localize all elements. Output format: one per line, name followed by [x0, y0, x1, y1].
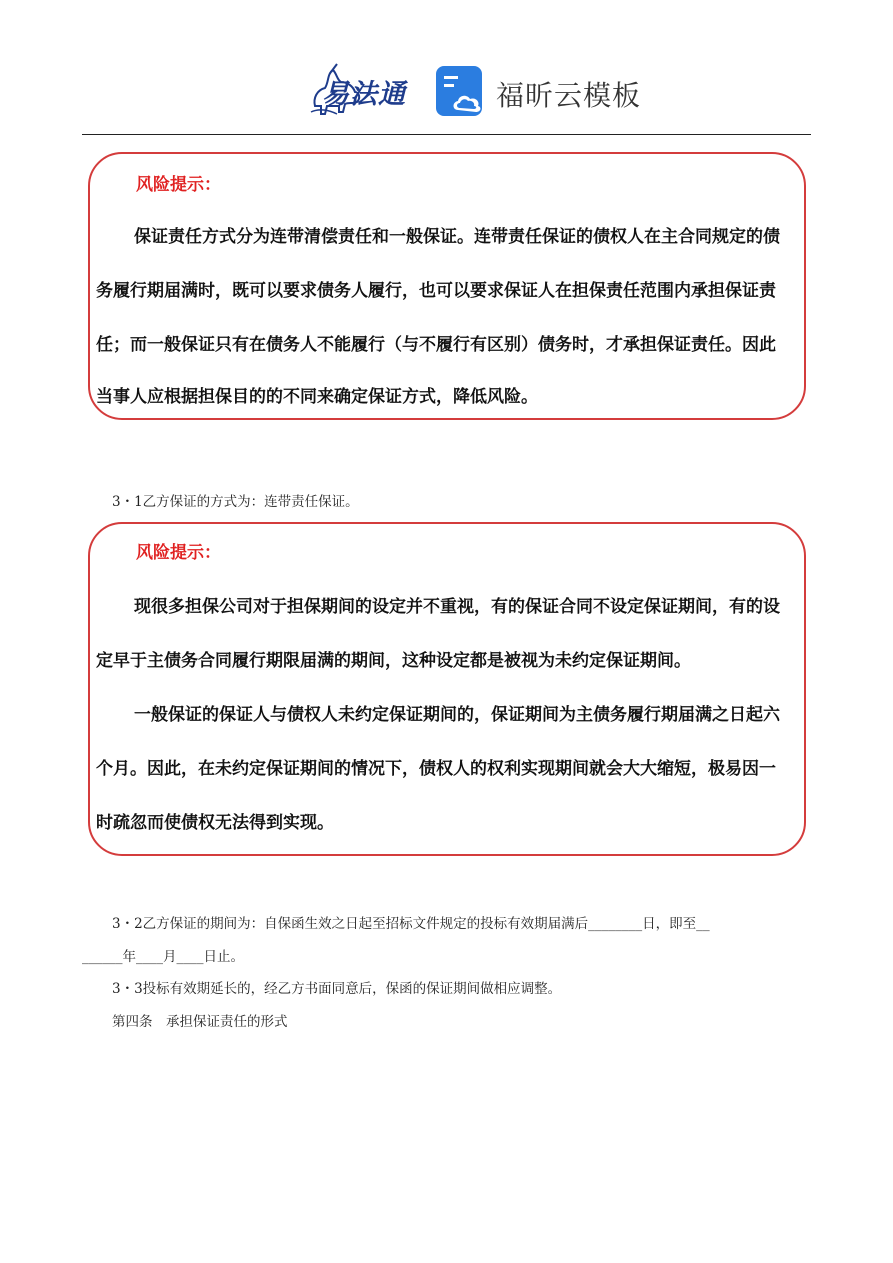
logo-text-fuxin: 福昕云模板: [496, 79, 642, 112]
risk-tip-title: 风险提示：: [136, 175, 221, 195]
logo-text-yifatong: 易法通: [322, 79, 406, 110]
risk-tip-line: 当事人应根据担保目的的不同来确定保证方式，降低风险。: [96, 387, 538, 407]
header-divider: [82, 134, 811, 135]
clause-3-2-line-1: 3・2乙方保证的期间为：自保函生效之日起至招标文件规定的投标有效期届满后________日，即至__: [112, 916, 710, 932]
risk-tip-line: 务履行期届满时，既可以要求债务人履行，也可以要求保证人在担保责任范围内承担保证责: [96, 281, 776, 301]
risk-tip-line: 时疏忽而使债权无法得到实现。: [96, 813, 334, 833]
page-header: [0, 0, 893, 136]
article-4-heading: 第四条 承担保证责任的形式: [112, 1014, 288, 1030]
risk-tip-line: 定早于主债务合同履行期限届满的期间，这种设定都是被视为未约定保证期间。: [96, 651, 691, 671]
risk-tip-line: 保证责任方式分为连带清偿责任和一般保证。连带责任保证的债权人在主合同规定的债: [134, 227, 780, 247]
risk-tip-line: 一般保证的保证人与债权人未约定保证期间的，保证期间为主债务履行期届满之日起六: [134, 705, 780, 725]
risk-tip-box-2: [88, 522, 806, 856]
risk-tip-title: 风险提示：: [136, 543, 221, 563]
clause-3-3: 3・3投标有效期延长的，经乙方书面同意后，保函的保证期间做相应调整。: [112, 981, 562, 997]
clause-3-2-line-2: ______年____月____日止。: [82, 949, 244, 965]
risk-tip-box-1: [88, 152, 806, 420]
risk-tip-line: 个月。因此，在未约定保证期间的情况下，债权人的权利实现期间就会大大缩短，极易因一: [96, 759, 776, 779]
risk-tip-line: 现很多担保公司对于担保期间的设定并不重视，有的保证合同不设定保证期间，有的设: [134, 597, 780, 617]
document-cloud-icon: [436, 66, 486, 116]
risk-tip-line: 任；而一般保证只有在债务人不能履行（与不履行有区别）债务时，才承担保证责任。因此: [96, 335, 776, 355]
clause-3-1: 3・1乙方保证的方式为：连带责任保证。: [112, 494, 359, 510]
